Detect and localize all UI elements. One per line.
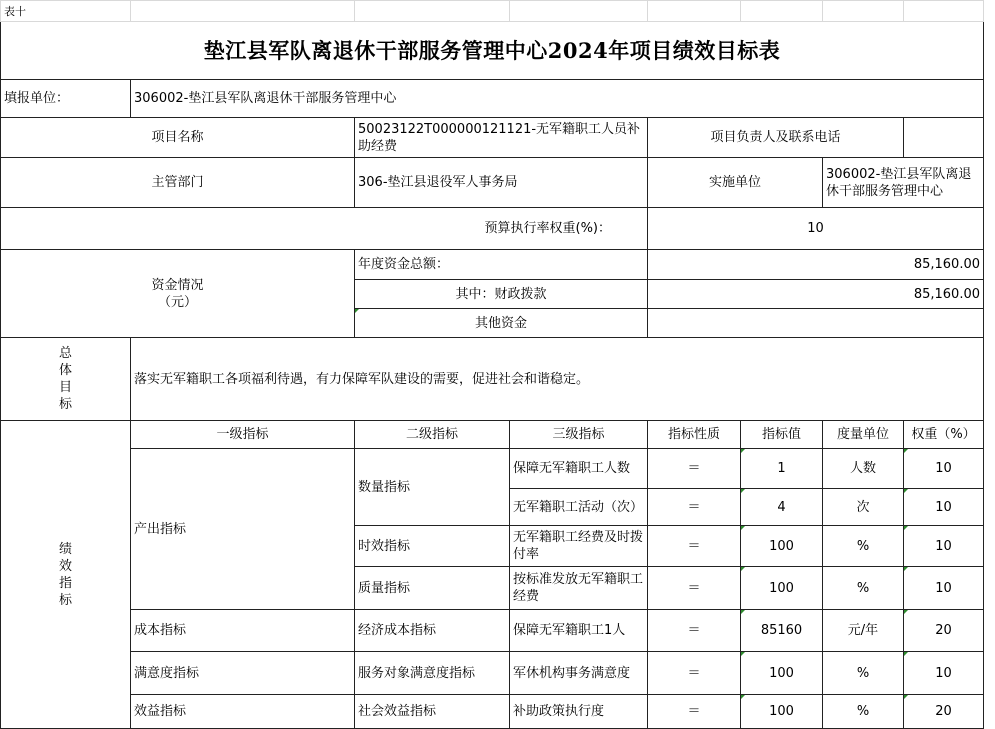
unit-cell[interactable]: % bbox=[823, 652, 904, 695]
funds-label[interactable] bbox=[1, 250, 355, 338]
weight-text: 10 bbox=[935, 538, 952, 554]
project-owner-label[interactable]: 项目负责人及联系电话 bbox=[648, 118, 904, 158]
overall-goal-label[interactable] bbox=[1, 338, 131, 421]
level3-cell[interactable]: 无军籍职工活动（次） bbox=[510, 489, 648, 526]
header-weight[interactable]: 权重（%） bbox=[904, 421, 984, 449]
level3-cell[interactable]: 军休机构事务满意度 bbox=[510, 652, 648, 695]
unit-cell[interactable]: 元/年 bbox=[823, 610, 904, 652]
cell-marker bbox=[741, 526, 745, 530]
weight-cell[interactable] bbox=[904, 526, 984, 567]
indicator-char: 效 bbox=[58, 558, 72, 574]
value-text: 100 bbox=[769, 704, 794, 719]
weight-text: 10 bbox=[935, 499, 952, 515]
project-owner-value[interactable] bbox=[904, 118, 984, 158]
project-name-label[interactable]: 项目名称 bbox=[1, 118, 355, 158]
department-value[interactable]: 306-垫江县退役军人事务局 bbox=[355, 158, 648, 208]
empty-cell[interactable] bbox=[131, 1, 355, 22]
funds-label-text: 资金情况 bbox=[151, 277, 204, 293]
header-nature[interactable]: 指标性质 bbox=[648, 421, 741, 449]
filler-label[interactable]: 填报单位： bbox=[1, 80, 131, 118]
weight-cell[interactable] bbox=[904, 489, 984, 526]
other-funds-value[interactable] bbox=[648, 309, 984, 338]
empty-cell[interactable] bbox=[510, 1, 648, 22]
goal-char: 标 bbox=[58, 397, 72, 412]
level1-benefit[interactable]: 效益指标 bbox=[131, 695, 355, 729]
empty-cell[interactable] bbox=[904, 1, 984, 22]
goal-char: 体 bbox=[58, 363, 72, 378]
implementing-unit-label[interactable]: 实施单位 bbox=[648, 158, 823, 208]
header-unit[interactable]: 度量单位 bbox=[823, 421, 904, 449]
weight-cell[interactable] bbox=[904, 567, 984, 610]
value-text: 85160 bbox=[760, 623, 803, 638]
unit-cell[interactable]: % bbox=[823, 567, 904, 610]
level1-output[interactable]: 产出指标 bbox=[131, 449, 355, 610]
value-cell[interactable] bbox=[741, 695, 823, 729]
cell-marker bbox=[904, 610, 908, 614]
weight-text: 10 bbox=[935, 665, 952, 681]
value-cell[interactable] bbox=[741, 567, 823, 610]
indicators-label[interactable] bbox=[1, 421, 131, 729]
goal-char: 目 bbox=[58, 380, 72, 395]
budget-weight-label[interactable]: 预算执行率权重(%)： bbox=[1, 208, 648, 250]
empty-cell[interactable] bbox=[355, 1, 510, 22]
header-value[interactable]: 指标值 bbox=[741, 421, 823, 449]
empty-cell[interactable] bbox=[823, 1, 904, 22]
cell-marker bbox=[741, 489, 745, 493]
value-text: 100 bbox=[769, 580, 794, 596]
weight-text: 10 bbox=[935, 461, 952, 476]
indicator-char: 指 bbox=[58, 575, 72, 591]
cell-marker bbox=[355, 309, 359, 313]
overall-goal-text[interactable]: 落实无军籍职工各项福利待遇，有力保障军队建设的需要，促进社会和谐稳定。 bbox=[131, 338, 984, 421]
weight-cell[interactable] bbox=[904, 652, 984, 695]
header-level2[interactable]: 二级指标 bbox=[355, 421, 510, 449]
value-text: 100 bbox=[769, 665, 794, 681]
weight-cell[interactable] bbox=[904, 695, 984, 729]
value-cell[interactable] bbox=[741, 489, 823, 526]
level3-cell[interactable]: 无军籍职工经费及时拨付率 bbox=[510, 526, 648, 567]
level3-cell[interactable]: 补助政策执行度 bbox=[510, 695, 648, 729]
weight-text: 10 bbox=[935, 580, 952, 596]
nature-cell[interactable]: ＝ bbox=[648, 449, 741, 489]
level3-cell[interactable]: 保障无军籍职工人数 bbox=[510, 449, 648, 489]
nature-cell[interactable]: ＝ bbox=[648, 695, 741, 729]
level1-satisfaction[interactable]: 满意度指标 bbox=[131, 652, 355, 695]
unit-cell[interactable]: % bbox=[823, 526, 904, 567]
nature-cell[interactable]: ＝ bbox=[648, 567, 741, 610]
level1-cost[interactable]: 成本指标 bbox=[131, 610, 355, 652]
cell-marker bbox=[741, 449, 745, 453]
project-name-value[interactable]: 50023122T000000121121-无军籍职工人员补助经费 bbox=[355, 118, 648, 158]
empty-cell[interactable] bbox=[648, 1, 741, 22]
other-funds-label-text: 其他资金 bbox=[474, 315, 527, 331]
cell-marker bbox=[904, 652, 908, 656]
funds-unit-text: （元） bbox=[157, 294, 197, 310]
level2-benefit[interactable]: 社会效益指标 bbox=[355, 695, 510, 729]
value-text: 4 bbox=[777, 499, 786, 515]
unit-cell[interactable]: % bbox=[823, 695, 904, 729]
nature-cell[interactable]: ＝ bbox=[648, 489, 741, 526]
value-text: 1 bbox=[777, 461, 786, 476]
department-label[interactable]: 主管部门 bbox=[1, 158, 355, 208]
value-cell[interactable] bbox=[741, 610, 823, 652]
level3-cell[interactable]: 保障无军籍职工1人 bbox=[510, 610, 648, 652]
cell-marker bbox=[741, 610, 745, 614]
value-text: 100 bbox=[769, 538, 794, 554]
value-cell[interactable] bbox=[741, 652, 823, 695]
cell-marker bbox=[904, 567, 908, 571]
header-level1[interactable]: 一级指标 bbox=[131, 421, 355, 449]
budget-weight-value[interactable]: 10 bbox=[648, 208, 984, 250]
nature-cell[interactable]: ＝ bbox=[648, 652, 741, 695]
value-cell[interactable] bbox=[741, 449, 823, 489]
unit-cell[interactable]: 次 bbox=[823, 489, 904, 526]
weight-cell[interactable] bbox=[904, 610, 984, 652]
cell-marker bbox=[904, 526, 908, 530]
table-title[interactable]: 垫江县军队离退休干部服务管理中心2024年项目绩效目标表 bbox=[1, 22, 984, 80]
level2-quality[interactable]: 质量指标 bbox=[355, 567, 510, 610]
weight-cell[interactable] bbox=[904, 449, 984, 489]
annual-funds-value[interactable]: 85,160.00 bbox=[648, 250, 984, 280]
implementing-unit-value[interactable]: 306002-垫江县军队离退休干部服务管理中心 bbox=[823, 158, 984, 208]
annual-funds-label[interactable]: 年度资金总额： bbox=[355, 250, 648, 280]
indicator-char: 绩 bbox=[58, 541, 72, 557]
cell-marker bbox=[741, 567, 745, 571]
cell-marker bbox=[904, 695, 908, 699]
level2-satisfaction[interactable]: 服务对象满意度指标 bbox=[355, 652, 510, 695]
cell-marker bbox=[741, 652, 745, 656]
goal-char: 总 bbox=[58, 346, 72, 361]
sheet-label[interactable]: 表十 bbox=[1, 1, 131, 22]
indicator-char: 标 bbox=[58, 592, 72, 608]
value-cell[interactable] bbox=[741, 526, 823, 567]
level2-time[interactable]: 时效指标 bbox=[355, 526, 510, 567]
filler-value[interactable]: 306002-垫江县军队离退休干部服务管理中心 bbox=[131, 80, 984, 118]
cell-marker bbox=[904, 449, 908, 453]
cell-marker bbox=[741, 695, 745, 699]
level2-quantity[interactable]: 数量指标 bbox=[355, 449, 510, 526]
nature-cell[interactable]: ＝ bbox=[648, 526, 741, 567]
level3-cell[interactable]: 按标准发放无军籍职工经费 bbox=[510, 567, 648, 610]
other-funds-label[interactable] bbox=[355, 309, 648, 338]
weight-text: 20 bbox=[935, 623, 952, 638]
nature-cell[interactable]: ＝ bbox=[648, 610, 741, 652]
fiscal-funds-value[interactable]: 85,160.00 bbox=[648, 280, 984, 309]
header-level3[interactable]: 三级指标 bbox=[510, 421, 648, 449]
weight-text: 20 bbox=[935, 704, 952, 719]
empty-cell[interactable] bbox=[741, 1, 823, 22]
unit-cell[interactable]: 人数 bbox=[823, 449, 904, 489]
fiscal-funds-label[interactable]: 其中：财政拨款 bbox=[355, 280, 648, 309]
level2-cost[interactable]: 经济成本指标 bbox=[355, 610, 510, 652]
cell-marker bbox=[904, 489, 908, 493]
